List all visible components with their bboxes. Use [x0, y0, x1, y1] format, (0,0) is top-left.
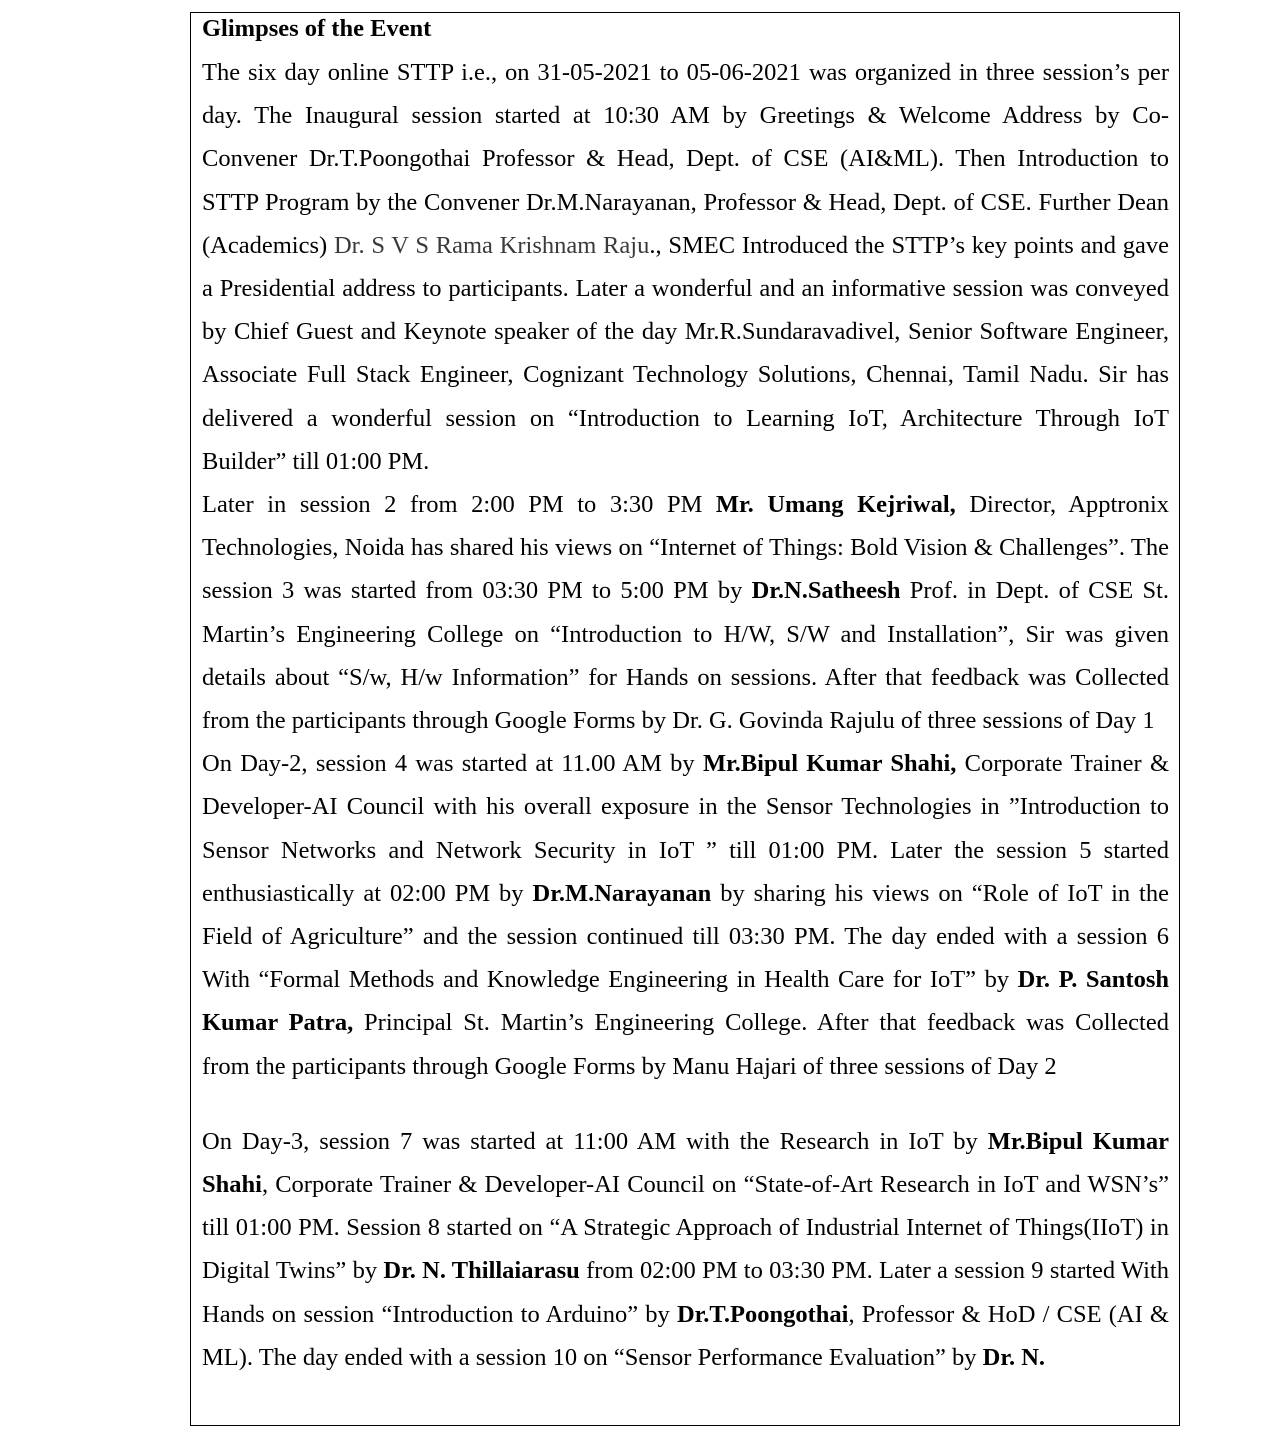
p4-speaker-trailing: Dr. N.: [982, 1343, 1046, 1371]
p3-text-e: by sharing his views on “Role of IoT in the Field of Agriculture” and the session continued till 03:30 PM. The day ended with a session 6 With “Formal Methods and Knowledge Engineering in Health Care for IoT” by: [202, 879, 1169, 994]
event-glimpses-box: [190, 12, 1180, 1426]
p2-text-e: Prof. in Dept. of CSE St. Martin’s Engineering College on “Introduction to H/W, S/W and Installation”, Sir was given details about “S/w, H/w Information” for Hands on sessions. After that feedback was Collected from the participants through Google Forms by Dr. G. Govinda Rajulu of three sessions of Day 1: [202, 577, 1169, 735]
paragraph-inaugural-session: [202, 51, 1169, 483]
p4-text-c: , Corporate Trainer & Developer-AI Council on “State-of-Art Research in IoT and WSN’s” till 01:00 PM. Session 8 started on “A Strategic Approach of Industrial Internet of Things(IIoT) in Digital Twins” by: [202, 1171, 1169, 1285]
p3-text-c: Corporate Trainer & Developer-AI Council with his overall exposure in the Sensor Technologies in ”Introduction to Sensor Networks and Network Security in IoT ” till 01:00 PM. Later the session 5 started enthusiastically at 02:00 PM by: [202, 750, 1169, 907]
p4-speaker-thillaiarasu: Dr. N. Thillaiarasu: [383, 1257, 580, 1285]
p1-text-a: The six day online STTP i.e., on 31-05-2021 to 05-06-2021 was organized in three session’s per day. The Inaugural session started at 10:30 AM by Greetings & Welcome Address by Co-Convener Dr.T.Poongothai Professor & Head, Dept. of CSE (AI&ML). Then Introduction to STTP Program by the Convener Dr.M.Narayanan, Professor & Head, Dept. of CSE. Further Dean (Academics): [202, 59, 1169, 259]
p2-text-c: Director, Apptronix Technologies, Noida has shared his views on “Internet of Things: Bold Vision & Challenges”. The session 3 was started from 03:30 PM to 5:00 PM by: [202, 491, 1169, 605]
p3-text-a: On Day-2, session 4 was started at 11.00 AM by: [202, 750, 703, 778]
p3-text-g: Principal St. Martin’s Engineering College. After that feedback was Collected from the participants through Google Forms by Manu Hajari of three sessions of Day 2: [202, 1009, 1169, 1080]
p4-text-a: On Day-3, session 7 was started at 11:00 AM with the Research in IoT by: [202, 1127, 988, 1155]
p4-text-g: , Professor & HoD / CSE (AI & ML). The day ended with a session 10 on “Sensor Performance Evaluation” by: [202, 1300, 1169, 1371]
p4-speaker-bipul: Mr.Bipul Kumar Shahi: [202, 1127, 1169, 1199]
p4-speaker-poongothai: Dr.T.Poongothai: [676, 1300, 849, 1328]
p2-speaker-umang: Mr. Umang Kejriwal,: [715, 491, 956, 519]
event-glimpses-content: [202, 13, 1169, 1379]
p1-name-dean: Dr. S V S Rama Krishnam Raju: [333, 231, 650, 259]
paragraph-day3-sessions: [202, 1120, 1169, 1379]
p2-text-a: Later in session 2 from 2:00 PM to 3:30 PM: [202, 491, 716, 519]
p3-speaker-narayanan: Dr.M.Narayanan: [532, 879, 712, 907]
p1-text-c: ., SMEC Introduced the STTP’s key points and gave a Presidential address to participants. Later a wonderful and an informative session was conveyed by Chief Guest and Keynote speaker of the day Mr.R.Sundaravadivel, Senior Software Engineer, Associate Full Stack Engineer, Cognizant Technology Solutions, Chennai, Tamil Nadu. Sir has delivered a wonderful session on “Introduction to Learning IoT, Architecture Through IoT Builder” till 01:00 PM.: [202, 231, 1169, 475]
paragraph-day1-sessions: [202, 483, 1169, 742]
p3-speaker-bipul: Mr.Bipul Kumar Shahi,: [702, 750, 957, 778]
p3-speaker-patra: Dr. P. Santosh Kumar Patra,: [202, 966, 1170, 1037]
paragraph-day2-sessions: [202, 742, 1169, 1088]
p4-text-e: from 02:00 PM to 03:30 PM. Later a session 9 started With Hands on session “Introduction to Arduino” by: [202, 1257, 1169, 1328]
p2-speaker-satheesh: Dr.N.Satheesh: [751, 577, 901, 605]
section-title: Glimpses of the Event: [202, 15, 432, 42]
